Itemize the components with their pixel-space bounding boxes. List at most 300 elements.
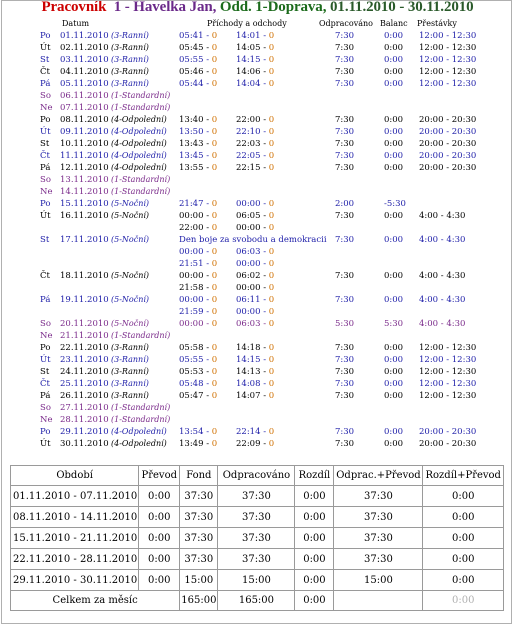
arrival-flag: 0 [211, 199, 218, 209]
departure-separator: - [260, 343, 269, 353]
arrival-separator: - [203, 307, 212, 317]
day-row [2, 402, 512, 414]
day-date: 11.11.2010 [60, 151, 109, 161]
day-name: So [40, 175, 51, 185]
day-date: 03.11.2010 [60, 55, 109, 65]
departure-flag: 0 [268, 343, 275, 353]
arrival-flag: 0 [211, 307, 218, 317]
timesheet-report [1, 0, 512, 624]
day-row [2, 414, 512, 426]
arrival-time: 13:50 [179, 127, 204, 137]
day-row [2, 354, 512, 366]
departure-flag: 0 [268, 319, 275, 329]
arrival-time: 05:48 [179, 379, 204, 389]
arrival-separator: - [203, 427, 212, 437]
departure-time: 06:05 [236, 211, 261, 221]
arrival [179, 210, 217, 222]
break-time: 12:00 - 12:30 [419, 355, 477, 365]
day-date: 19.11.2010 [60, 295, 109, 305]
break-time: 12:00 - 12:30 [419, 343, 477, 353]
day-row [2, 294, 512, 306]
day-date: 09.11.2010 [60, 127, 109, 137]
arrival-time: 00:00 [179, 271, 204, 281]
worked-hours: 7:30 [335, 343, 355, 353]
summary-cell-fund: 37:30 [180, 507, 218, 528]
summary-cell-worked: 15:00 [218, 570, 295, 591]
departure [236, 222, 274, 234]
departure [236, 42, 274, 54]
summary-cell-diff-plus: 0:00 [423, 528, 504, 549]
worked-hours: 7:30 [335, 127, 355, 137]
summary-cell-period: 01.11.2010 - 07.11.2010 [11, 486, 139, 507]
day-subrow [2, 246, 512, 258]
arrival-separator: - [203, 55, 212, 65]
arrival-separator: - [203, 271, 212, 281]
departure-separator: - [260, 271, 269, 281]
arrival [179, 198, 217, 210]
worked-hours: 5:30 [335, 319, 355, 329]
day-row [2, 54, 512, 66]
shift-type: (5-Noční) [111, 295, 150, 304]
departure-separator: - [260, 43, 269, 53]
day-name: Ne [40, 331, 53, 341]
day-row [2, 138, 512, 150]
day-name: St [40, 55, 50, 65]
total-worked: 165:00 [218, 591, 295, 611]
header-arrivals: Příchody a odchody [207, 19, 287, 28]
departure [236, 270, 274, 282]
departure-flag: 0 [268, 163, 275, 173]
day-date: 05.11.2010 [60, 79, 109, 89]
summary-cell-fund: 37:30 [180, 549, 218, 570]
arrival-time: 21:47 [179, 199, 204, 209]
departure-flag: 0 [268, 295, 275, 305]
day-date: 24.11.2010 [60, 367, 109, 377]
day-name: Čt [40, 67, 50, 77]
day-row [2, 234, 512, 246]
shift-type: (3-Ranní) [111, 355, 149, 364]
day-name: Po [40, 31, 51, 41]
summary-col-diff: Rozdíl [295, 466, 334, 486]
balance: 0:00 [384, 211, 404, 221]
departure-flag: 0 [268, 31, 275, 41]
departure [236, 318, 274, 330]
day-name: Út [40, 355, 51, 365]
summary-cell-transfer: 0:00 [139, 486, 180, 507]
balance: 0:00 [384, 343, 404, 353]
arrival [179, 42, 217, 54]
summary-cell-worked: 37:30 [218, 528, 295, 549]
departure-time: 14:15 [236, 355, 261, 365]
departure-time: 14:07 [236, 391, 261, 401]
arrival [179, 438, 217, 450]
arrival-flag: 0 [211, 379, 218, 389]
departure [236, 246, 274, 258]
arrival-flag: 0 [211, 79, 218, 89]
day-row [2, 162, 512, 174]
arrival-flag: 0 [211, 127, 218, 137]
arrival-time: 05:41 [179, 31, 204, 41]
day-name: Čt [40, 151, 50, 161]
day-row [2, 198, 512, 210]
summary-cell-transfer: 0:00 [139, 549, 180, 570]
departure [236, 390, 274, 402]
break-time: 12:00 - 12:30 [419, 31, 477, 41]
summary-col-worked-plus: Odprac.+Převod [334, 466, 423, 486]
departure-separator: - [260, 439, 269, 449]
arrival-time: 05:44 [179, 79, 204, 89]
departure [236, 378, 274, 390]
departure-flag: 0 [268, 139, 275, 149]
arrival-separator: - [203, 43, 212, 53]
departure-flag: 0 [268, 43, 275, 53]
day-row [2, 150, 512, 162]
arrival-flag: 0 [211, 295, 218, 305]
worked-hours: 7:30 [335, 379, 355, 389]
departure-separator: - [260, 295, 269, 305]
shift-type: (4-Odpolední) [111, 127, 167, 136]
summary-header-row [11, 466, 504, 486]
departure-flag: 0 [268, 67, 275, 77]
date-range: 01.11.2010 - 30.11.2010 [330, 0, 474, 15]
shift-type: (1-Standardní) [111, 331, 171, 340]
day-name: Út [40, 211, 51, 221]
shift-type: (3-Ranní) [111, 391, 149, 400]
departure-time: 06:03 [236, 319, 261, 329]
departure-flag: 0 [268, 427, 275, 437]
worked-hours: 7:30 [335, 79, 355, 89]
summary-cell-worked: 37:30 [218, 549, 295, 570]
summary-cell-fund: 37:30 [180, 528, 218, 549]
day-name: St [40, 367, 50, 377]
day-row [2, 378, 512, 390]
balance: 0:00 [384, 127, 404, 137]
departure-time: 22:05 [236, 151, 261, 161]
day-date: 22.11.2010 [60, 343, 109, 353]
arrival-time: 13:45 [179, 151, 204, 161]
break-time: 20:00 - 20:30 [419, 151, 477, 161]
arrival [179, 54, 217, 66]
day-row [2, 174, 512, 186]
arrival-time: 05:46 [179, 67, 204, 77]
departure-separator: - [260, 283, 269, 293]
shift-type: (1-Standardní) [111, 403, 171, 412]
day-name: Čt [40, 379, 50, 389]
arrival-separator: - [203, 223, 212, 233]
departure-flag: 0 [268, 199, 275, 209]
day-subrow [2, 258, 512, 270]
arrival-separator: - [203, 199, 212, 209]
arrival-separator: - [203, 115, 212, 125]
day-row [2, 270, 512, 282]
summary-cell-worked-plus: 37:30 [334, 486, 423, 507]
day-name: Út [40, 439, 51, 449]
day-date: 25.11.2010 [60, 379, 109, 389]
departure-time: 14:08 [236, 379, 261, 389]
shift-type: (5-Noční) [111, 271, 150, 280]
arrival-flag: 0 [211, 163, 218, 173]
day-name: St [40, 235, 50, 245]
departure-time: 06:03 [236, 247, 261, 257]
worked-hours: 7:30 [335, 235, 355, 245]
day-name: Pá [40, 295, 51, 305]
balance: 0:00 [384, 367, 404, 377]
arrival [179, 138, 217, 150]
arrival-time: 05:58 [179, 343, 204, 353]
departure-time: 22:15 [236, 163, 261, 173]
day-row [2, 126, 512, 138]
arrival-time: 00:00 [179, 247, 204, 257]
arrival-flag: 0 [211, 271, 218, 281]
departure-separator: - [260, 427, 269, 437]
departure-separator: - [260, 379, 269, 389]
day-name: Út [40, 127, 51, 137]
departure-flag: 0 [268, 211, 275, 221]
day-name: Po [40, 427, 51, 437]
summary-cell-worked-plus: 37:30 [334, 507, 423, 528]
day-date: 17.11.2010 [60, 235, 109, 245]
departure-separator: - [260, 259, 269, 269]
day-row [2, 90, 512, 102]
departure [236, 54, 274, 66]
departure-time: 00:00 [236, 283, 261, 293]
day-row [2, 66, 512, 78]
arrival-flag: 0 [211, 367, 218, 377]
day-name: Pá [40, 391, 51, 401]
break-time: 20:00 - 20:30 [419, 139, 477, 149]
summary-row [11, 507, 504, 528]
summary-row [11, 486, 504, 507]
summary-row [11, 528, 504, 549]
arrival [179, 294, 217, 306]
break-time: 12:00 - 12:30 [419, 79, 477, 89]
day-date: 23.11.2010 [60, 355, 109, 365]
departure [236, 162, 274, 174]
day-date: 13.11.2010 [60, 175, 109, 185]
day-date: 02.11.2010 [60, 43, 109, 53]
departure-separator: - [260, 115, 269, 125]
shift-type: (4-Odpolední) [111, 427, 167, 436]
summary-cell-fund: 15:00 [180, 570, 218, 591]
summary-cell-transfer: 0:00 [139, 507, 180, 528]
total-diff-plus: 0:00 [423, 591, 504, 611]
shift-type: (4-Odpolední) [111, 115, 167, 124]
arrival-separator: - [203, 355, 212, 365]
arrival [179, 270, 217, 282]
departure-separator: - [260, 67, 269, 77]
worked-hours: 7:30 [335, 139, 355, 149]
departure-separator: - [260, 31, 269, 41]
worked-hours: 2:00 [335, 199, 355, 209]
worked-hours: 7:30 [335, 43, 355, 53]
departure-separator: - [260, 391, 269, 401]
balance: 0:00 [384, 379, 404, 389]
shift-type: (1-Standardní) [111, 103, 171, 112]
departure-separator: - [260, 319, 269, 329]
arrival [179, 222, 217, 234]
shift-type: (3-Ranní) [111, 43, 149, 52]
shift-type: (1-Standardní) [111, 187, 171, 196]
departure-separator: - [260, 307, 269, 317]
departure-flag: 0 [268, 379, 275, 389]
day-subrow [2, 282, 512, 294]
day-name: Út [40, 43, 51, 53]
departure-time: 00:00 [236, 307, 261, 317]
shift-type: (3-Ranní) [111, 67, 149, 76]
departure-time: 22:03 [236, 139, 261, 149]
day-name: So [40, 403, 51, 413]
break-time: 12:00 - 12:30 [419, 67, 477, 77]
departure-flag: 0 [268, 151, 275, 161]
balance: 5:30 [384, 319, 404, 329]
shift-type: (3-Ranní) [111, 367, 149, 376]
arrival-flag: 0 [211, 259, 218, 269]
departure-time: 14:15 [236, 55, 261, 65]
day-date: 29.11.2010 [60, 427, 109, 437]
balance: 0:00 [384, 355, 404, 365]
departure-separator: - [260, 139, 269, 149]
arrival-separator: - [203, 67, 212, 77]
break-time: 4:00 - 4:30 [419, 235, 466, 245]
day-row [2, 318, 512, 330]
day-row [2, 366, 512, 378]
arrival-time: 13:55 [179, 163, 204, 173]
departure [236, 126, 274, 138]
summary-cell-period: 22.11.2010 - 28.11.2010 [11, 549, 139, 570]
arrival-separator: - [203, 163, 212, 173]
departure [236, 78, 274, 90]
worked-hours: 7:30 [335, 271, 355, 281]
departure-time: 22:10 [236, 127, 261, 137]
summary-table [10, 465, 504, 611]
summary-cell-worked: 37:30 [218, 507, 295, 528]
summary-cell-worked-plus: 15:00 [334, 570, 423, 591]
day-name: Pá [40, 79, 51, 89]
departure [236, 150, 274, 162]
arrival [179, 30, 217, 42]
worked-hours: 7:30 [335, 115, 355, 125]
arrival-flag: 0 [211, 343, 218, 353]
day-row [2, 186, 512, 198]
summary-col-fund: Fond [180, 466, 218, 486]
day-date: 06.11.2010 [60, 91, 109, 101]
departure [236, 258, 274, 270]
day-date: 15.11.2010 [60, 199, 109, 209]
departure-flag: 0 [268, 115, 275, 125]
departure-time: 22:00 [236, 115, 261, 125]
shift-type: (3-Ranní) [111, 31, 149, 40]
departure [236, 366, 274, 378]
departure-separator: - [260, 223, 269, 233]
balance: 0:00 [384, 271, 404, 281]
day-row [2, 426, 512, 438]
departure-separator: - [260, 79, 269, 89]
arrival [179, 426, 217, 438]
day-date: 18.11.2010 [60, 271, 109, 281]
departure-time: 06:02 [236, 271, 261, 281]
arrival-separator: - [203, 295, 212, 305]
departure [236, 282, 274, 294]
day-date: 10.11.2010 [60, 139, 109, 149]
shift-type: (3-Ranní) [111, 343, 149, 352]
shift-type: (4-Odpolední) [111, 439, 167, 448]
summary-cell-period: 08.11.2010 - 14.11.2010 [11, 507, 139, 528]
arrival-separator: - [203, 283, 212, 293]
arrival-time: 05:53 [179, 367, 204, 377]
arrival-flag: 0 [211, 355, 218, 365]
worked-hours: 7:30 [335, 391, 355, 401]
balance: -5:30 [384, 199, 406, 209]
worked-hours: 7:30 [335, 427, 355, 437]
break-time: 4:00 - 4:30 [419, 271, 466, 281]
arrival-time: 05:47 [179, 391, 204, 401]
arrival-separator: - [203, 247, 212, 257]
total-fund: 165:00 [180, 591, 218, 611]
departure-flag: 0 [268, 127, 275, 137]
day-name: Ne [40, 103, 53, 113]
summary-cell-diff: 0:00 [295, 570, 334, 591]
department: Odd. 1-Doprava, [219, 0, 327, 15]
shift-type: (5-Noční) [111, 235, 150, 244]
break-time: 4:00 - 4:30 [419, 319, 466, 329]
total-diff: 0:00 [295, 591, 334, 611]
day-name: Ne [40, 187, 53, 197]
departure-flag: 0 [268, 271, 275, 281]
day-row [2, 438, 512, 450]
balance: 0:00 [384, 79, 404, 89]
arrival-flag: 0 [211, 319, 218, 329]
balance: 0:00 [384, 295, 404, 305]
day-subrow [2, 222, 512, 234]
arrival-time: 21:51 [179, 259, 204, 269]
day-name: So [40, 91, 51, 101]
departure-separator: - [260, 163, 269, 173]
arrival-separator: - [203, 319, 212, 329]
arrival [179, 258, 217, 270]
departure [236, 198, 274, 210]
arrival-separator: - [203, 439, 212, 449]
balance: 0:00 [384, 31, 404, 41]
balance: 0:00 [384, 43, 404, 53]
departure [236, 438, 274, 450]
shift-type: (5-Noční) [111, 199, 150, 208]
day-date: 30.11.2010 [60, 439, 109, 449]
balance: 0:00 [384, 55, 404, 65]
departure-flag: 0 [268, 259, 275, 269]
summary-cell-period: 29.11.2010 - 30.11.2010 [11, 570, 139, 591]
arrival [179, 306, 217, 318]
departure [236, 138, 274, 150]
departure-time: 14:13 [236, 367, 261, 377]
arrival-time: 21:59 [179, 307, 204, 317]
balance: 0:00 [384, 115, 404, 125]
arrival [179, 390, 217, 402]
day-row [2, 114, 512, 126]
shift-type: (3-Ranní) [111, 55, 149, 64]
arrival-separator: - [203, 211, 212, 221]
summary-total-row [11, 591, 504, 611]
summary-cell-fund: 37:30 [180, 486, 218, 507]
break-time: 4:00 - 4:30 [419, 211, 466, 221]
day-date: 01.11.2010 [60, 31, 109, 41]
break-time: 12:00 - 12:30 [419, 43, 477, 53]
departure-time: 14:04 [236, 79, 261, 89]
balance: 0:00 [384, 439, 404, 449]
departure-separator: - [260, 367, 269, 377]
arrival-time: 13:40 [179, 115, 204, 125]
summary-col-period: Období [11, 466, 139, 486]
header-date: Datum [62, 19, 90, 28]
